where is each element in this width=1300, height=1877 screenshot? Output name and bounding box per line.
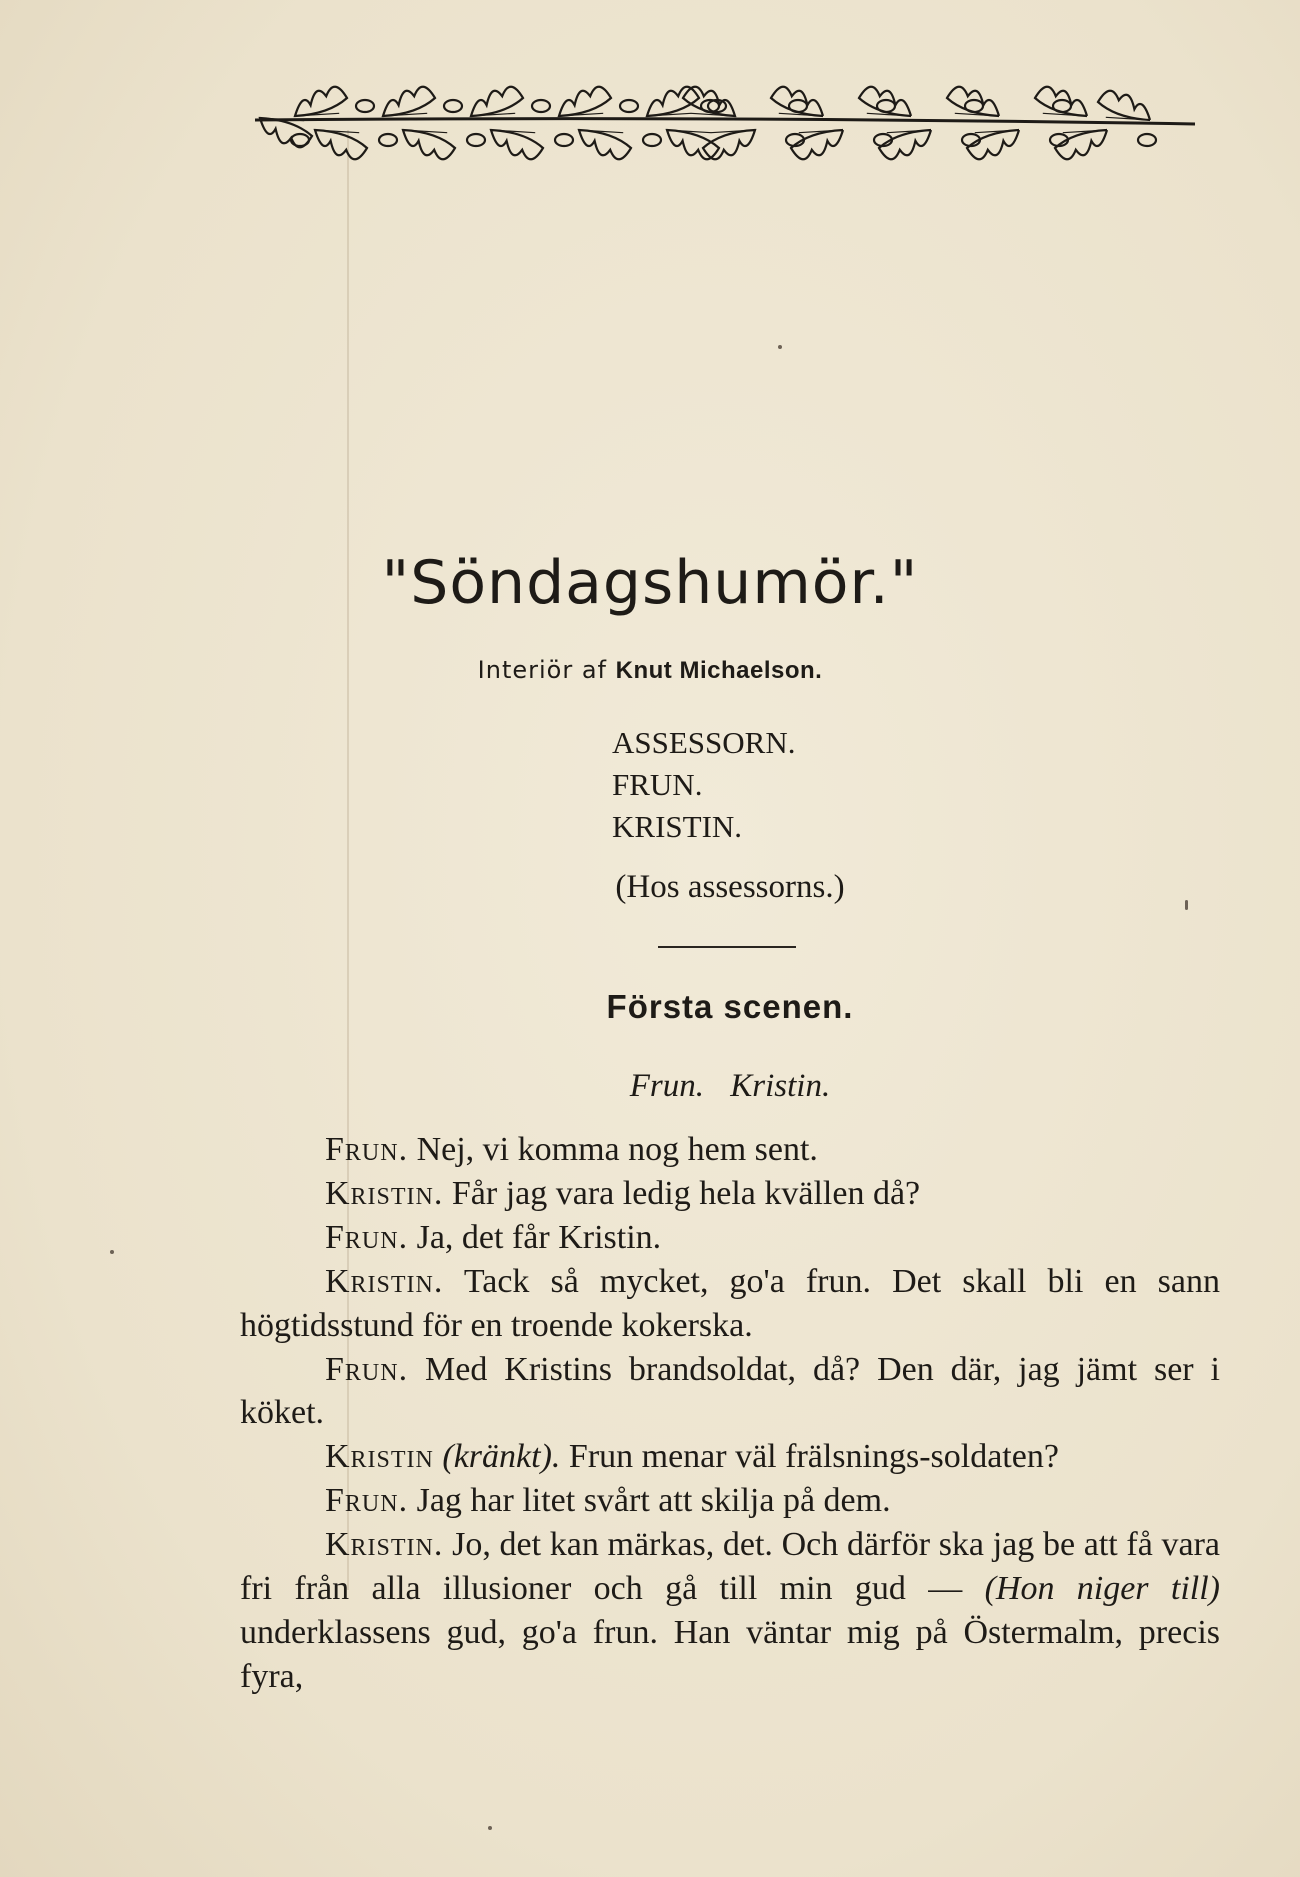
speaker-name: Kristin <box>325 1438 434 1476</box>
acorn <box>555 134 573 146</box>
oak-leaf <box>471 87 523 116</box>
acorn <box>643 134 661 146</box>
cast-member: ASSESSORN. <box>612 725 796 760</box>
line-text: Tack så mycket, go'a frun. Det skall bli en sann högtidsstund för en troende kokerska. <box>240 1262 1220 1344</box>
speaker-name: Kristin. <box>325 1262 444 1300</box>
acorn <box>356 100 374 112</box>
scene-character: Kristin. <box>730 1068 831 1104</box>
stage-direction: (kränkt). <box>442 1438 561 1476</box>
acorn <box>789 100 807 112</box>
play-author: Knut Michaelson. <box>615 657 823 684</box>
dialogue-line <box>240 1479 1220 1523</box>
oak-leaf <box>1098 91 1150 120</box>
dialogue-line <box>240 1260 1220 1348</box>
divider-rule <box>658 946 796 948</box>
acorn <box>620 100 638 112</box>
oak-leaf <box>647 87 699 116</box>
paper-speck <box>488 1826 492 1830</box>
oak-leaf <box>559 87 611 116</box>
cast-list <box>612 722 796 848</box>
subtitle-prefix: Interiör af <box>477 656 607 684</box>
acorn <box>467 134 485 146</box>
oak-leaf <box>491 130 543 159</box>
speaker-name: Frun. <box>325 1218 409 1256</box>
oak-leaf <box>579 130 631 159</box>
scene-character: Frun. <box>629 1068 705 1104</box>
scene-title: Första scenen. <box>606 988 854 1025</box>
speaker-name: Frun. <box>325 1482 409 1520</box>
oak-leaf <box>703 130 755 159</box>
line-text: Får jag vara ledig hela kvällen då? <box>451 1174 921 1212</box>
dialogue-line <box>240 1435 1220 1479</box>
speaker-name: Frun. <box>325 1350 409 1388</box>
dialogue-line <box>240 1216 1220 1260</box>
play-subtitle <box>0 656 1300 685</box>
setting-note: (Hos assessorns.) <box>615 869 845 905</box>
oak-leaf <box>260 118 312 147</box>
dialogue-line <box>240 1172 1220 1216</box>
acorn <box>965 100 983 112</box>
oak-leaf <box>295 87 347 116</box>
acorn <box>444 100 462 112</box>
line-text: Ja, det får Kristin. <box>416 1218 662 1256</box>
cast-member: KRISTIN. <box>612 809 743 844</box>
speaker-name: Kristin. <box>325 1174 444 1212</box>
acorn <box>532 100 550 112</box>
oak-leaf <box>383 87 435 116</box>
paper-speck <box>1185 900 1188 910</box>
stage-direction: (Hon niger till) <box>984 1570 1220 1608</box>
acorn <box>379 134 397 146</box>
line-text: Jag har litet svårt att skilja på dem. <box>416 1482 891 1520</box>
scene-characters <box>0 1068 1300 1105</box>
line-text: Nej, vi komma nog hem sent. <box>416 1131 818 1168</box>
line-text-continued: underklassens gud, go'a frun. Han väntar mig på Östermalm, precis fyra, <box>240 1613 1220 1695</box>
paper-speck <box>110 1250 114 1254</box>
dialogue-block <box>240 1128 1220 1699</box>
acorn <box>1138 134 1156 146</box>
speaker-name: Frun. <box>325 1131 409 1168</box>
acorn <box>877 100 895 112</box>
acorn <box>1053 100 1071 112</box>
dialogue-line <box>240 1523 1220 1699</box>
paper-speck <box>778 345 782 349</box>
line-text: Jo, det kan märkas, det. Och därför ska jag be att få vara fri från alla illusioner och gå till min gud — <box>240 1526 1221 1608</box>
speaker-name: Kristin. <box>325 1526 444 1564</box>
play-title: "Söndagshumör." <box>381 548 919 618</box>
oak-leaf-garland-ornament <box>250 78 1200 178</box>
oak-leaf <box>315 130 367 159</box>
line-text: Frun menar väl frälsnings-soldaten? <box>568 1438 1059 1476</box>
dialogue-line <box>240 1348 1220 1436</box>
line-text: Med Kristins brandsoldat, då? Den där, jag jämt ser i köket. <box>240 1350 1220 1432</box>
oak-leaf <box>667 130 719 159</box>
cast-member: FRUN. <box>612 767 703 802</box>
oak-leaf <box>403 130 455 159</box>
dialogue-line <box>240 1128 1220 1172</box>
